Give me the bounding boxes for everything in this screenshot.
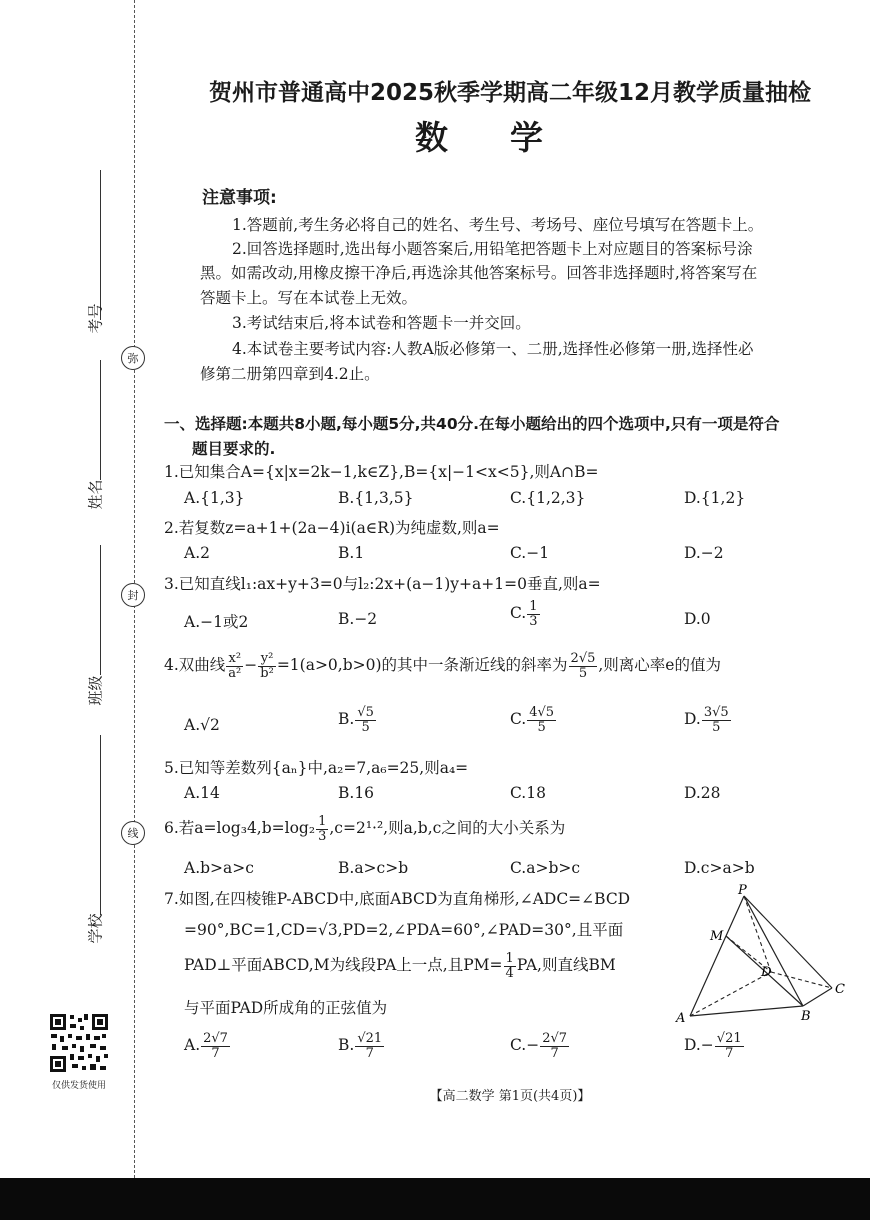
q7-d-num: √21 — [716, 1031, 742, 1046]
q6-fraction — [316, 815, 328, 843]
question-4-stem — [164, 652, 721, 680]
question-7-line-1: 7.如图,在四棱锥P-ABCD中,底面ABCD为直角梯形,∠ADC=∠BCD — [164, 890, 631, 908]
label-m: M — [710, 929, 724, 944]
notice-line: 黑。如需改动,用橡皮擦干净后,再选涂其他答案标号。回答非选择题时,将答案写在 — [200, 264, 758, 282]
label-a: A — [676, 1011, 686, 1026]
q6-frac-num: 1 — [318, 814, 327, 829]
seal-feng: 封 — [121, 583, 145, 607]
q7-text-pre: PAD⊥平面ABCD,M为线段PA上一点,且PM= — [184, 956, 503, 975]
notice-line: 答题卡上。写在本试卷上无效。 — [200, 289, 418, 307]
question-7-line-4: 与平面PAD所成角的正弦值为 — [184, 999, 388, 1017]
q7-b-num: √21 — [357, 1031, 383, 1046]
q7-d-den: 7 — [725, 1045, 734, 1061]
qr-code-icon — [48, 1012, 110, 1074]
q4-frac-x-den: a² — [228, 665, 242, 681]
q4-slope-num: 2√5 — [570, 651, 596, 666]
q3-option-d: D.0 — [684, 610, 711, 628]
label-d: D — [761, 965, 772, 980]
q4-option-b — [338, 706, 377, 734]
q4-frac-x — [226, 652, 243, 680]
q4-frac-y-den: b² — [260, 665, 274, 681]
q2-option-b: B.1 — [338, 544, 365, 562]
section-heading: 一、选择题:本题共8小题,每小题5分,共40分.在每小题给出的四个选项中,只有一项是符合 — [164, 415, 780, 433]
class-label: 班级 — [86, 675, 105, 706]
notice-line: 4.本试卷主要考试内容:人教A版必修第一、二册,选择性必修第一册,选择性必 — [232, 340, 754, 358]
q4-b-den: 5 — [361, 719, 370, 735]
notice-line: 3.考试结束后,将本试卷和答题卡一并交回。 — [232, 314, 531, 332]
q2-option-a: A.2 — [184, 544, 210, 562]
qr-caption: 仅供发货使用 — [51, 1081, 106, 1091]
q3-option-b: B.−2 — [338, 610, 378, 628]
q7-a-den: 7 — [211, 1045, 220, 1061]
q4-option-c — [510, 706, 557, 734]
q6-text-pre: 6.若a=log₃4,b=log₂ — [164, 819, 316, 838]
q2-option-c: C.−1 — [510, 544, 550, 562]
q7-frac-den: 4 — [505, 965, 514, 981]
q1-option-b: B.{1,3,5} — [338, 489, 414, 507]
q6-option-b: B.a>c>b — [338, 859, 409, 877]
notice-line: 2.回答选择题时,选出每小题答案后,用铅笔把答题卡上对应题目的答案标号涂 — [232, 240, 753, 258]
pyramid-figure — [668, 882, 848, 1027]
q4-c-num: 4√5 — [529, 705, 555, 720]
question-3-stem: 3.已知直线l₁:ax+y+3=0与l₂:2x+(a−1)y+a+1=0垂直,则a= — [164, 575, 601, 593]
q4-text-post: ,则离心率e的值为 — [598, 656, 721, 675]
q7-frac-num: 1 — [505, 951, 514, 966]
question-5-stem: 5.已知等差数列{aₙ}中,a₂=7,a₆=25,则a₄= — [164, 759, 469, 777]
seal-xian: 线 — [121, 821, 145, 845]
q7-option-d-fraction — [715, 1032, 744, 1060]
q4-slope-den: 5 — [578, 665, 588, 681]
q3-option-a: A.−1或2 — [184, 613, 249, 631]
q6-option-a: A.b>a>c — [184, 859, 254, 877]
q7-option-a-label: A. — [184, 1036, 201, 1055]
question-7-line-2: =90°,BC=1,CD=√3,PD=2,∠PDA=60°,∠PAD=30°,且平面 — [184, 921, 624, 939]
q4-option-b-fraction — [355, 706, 376, 734]
q5-option-a: A.14 — [184, 784, 220, 802]
q4-frac-y — [258, 652, 276, 680]
q7-a-num: 2√7 — [203, 1031, 228, 1046]
q4-option-c-label: C. — [510, 710, 527, 729]
q4-option-d — [684, 706, 732, 734]
page-footer: 【高二数学 第1页(共4页)】 — [429, 1089, 591, 1104]
notice-heading: 注意事项: — [202, 188, 277, 208]
q6-option-d: D.c>a>b — [684, 859, 755, 877]
question-6-stem — [164, 815, 565, 843]
q3-c-numerator: 1 — [529, 599, 538, 614]
q4-frac-y-num: y² — [258, 652, 276, 667]
class-line — [100, 545, 101, 675]
q1-option-c: C.{1,2,3} — [510, 489, 586, 507]
label-b: B — [801, 1009, 811, 1024]
q6-text-post: ,c=2¹·²,则a,b,c之间的大小关系为 — [329, 819, 566, 838]
q7-option-c — [510, 1032, 570, 1060]
notice-line: 修第二册第四章到4.2止。 — [200, 365, 380, 383]
question-2-stem: 2.若复数z=a+1+(2a−4)i(a∈R)为纯虚数,则a= — [164, 519, 500, 537]
edge-bc — [803, 988, 832, 1006]
exam-title: 贺州市普通高中2025秋季学期高二年级12月教学质量抽检 — [208, 80, 812, 106]
q4-b-num: √5 — [357, 705, 374, 720]
q4-minus: − — [244, 656, 258, 675]
q4-option-b-label: B. — [338, 710, 355, 729]
name-label: 姓名 — [86, 479, 105, 510]
q3-option-c-label: C. — [510, 604, 527, 623]
q1-option-a: A.{1,3} — [184, 489, 245, 507]
label-c: C — [835, 982, 845, 997]
q4-d-num: 3√5 — [703, 705, 729, 720]
name-line — [100, 360, 101, 480]
label-p: P — [738, 883, 747, 898]
q7-option-c-label: C.− — [510, 1036, 540, 1055]
q6-frac-den: 3 — [318, 828, 327, 844]
question-7-line-3 — [184, 952, 616, 980]
q4-option-d-fraction — [702, 706, 731, 734]
q3-option-c — [510, 600, 541, 628]
subject-title: 数学 — [415, 118, 605, 157]
edge-pa — [690, 896, 744, 1016]
edge-pc — [744, 896, 832, 988]
q5-option-d: D.28 — [684, 784, 721, 802]
q7-fraction — [504, 952, 516, 980]
q4-d-den: 5 — [712, 719, 721, 735]
question-1-stem: 1.已知集合A={x|x=2k−1,k∈Z},B={x|−1<x<5},则A∩B= — [164, 463, 599, 481]
q7-c-num: 2√7 — [542, 1031, 568, 1046]
q2-option-d: D.−2 — [684, 544, 724, 562]
q7-b-den: 7 — [365, 1045, 374, 1061]
q1-option-d: D.{1,2} — [684, 489, 746, 507]
q7-option-d — [684, 1032, 745, 1060]
q7-option-c-fraction — [540, 1032, 569, 1060]
scan-bottom-edge — [0, 1178, 870, 1220]
q4-option-c-fraction — [527, 706, 556, 734]
edge-pd — [744, 896, 771, 972]
seal-mi: 弥 — [121, 346, 145, 370]
q7-option-b — [338, 1032, 385, 1060]
q4-text-pre: 4.双曲线 — [164, 656, 226, 675]
q7-option-a — [184, 1032, 231, 1060]
q7-c-den: 7 — [550, 1045, 559, 1061]
q7-option-a-fraction — [201, 1032, 230, 1060]
q3-c-denominator: 3 — [529, 613, 538, 629]
section-heading-cont: 题目要求的. — [192, 440, 276, 458]
q4-option-d-label: D. — [684, 710, 701, 729]
notice-line: 1.答题前,考生务必将自己的姓名、考生号、考场号、座位号填写在答题卡上。 — [232, 216, 764, 234]
q3-option-c-fraction — [527, 600, 539, 628]
q6-option-c: C.a>b>c — [510, 859, 581, 877]
q4-c-den: 5 — [537, 719, 546, 735]
q7-option-d-label: D.− — [684, 1036, 714, 1055]
school-line — [100, 735, 101, 915]
edge-pb — [744, 896, 803, 1006]
q7-text-post: PA,则直线BM — [516, 956, 616, 975]
exam-number-label: 考号 — [86, 303, 105, 334]
q7-option-b-label: B. — [338, 1036, 355, 1055]
school-label: 学校 — [86, 913, 105, 944]
edge-ab — [690, 1006, 803, 1016]
q4-option-a: A.√2 — [184, 716, 220, 734]
exam-number-line — [100, 170, 101, 320]
q4-frac-x-num: x² — [226, 652, 243, 667]
q5-option-c: C.18 — [510, 784, 546, 802]
q4-frac-slope — [569, 652, 598, 680]
q7-option-b-fraction — [355, 1032, 384, 1060]
q4-text-mid: =1(a>0,b>0)的其中一条渐近线的斜率为 — [276, 656, 568, 675]
q5-option-b: B.16 — [338, 784, 375, 802]
